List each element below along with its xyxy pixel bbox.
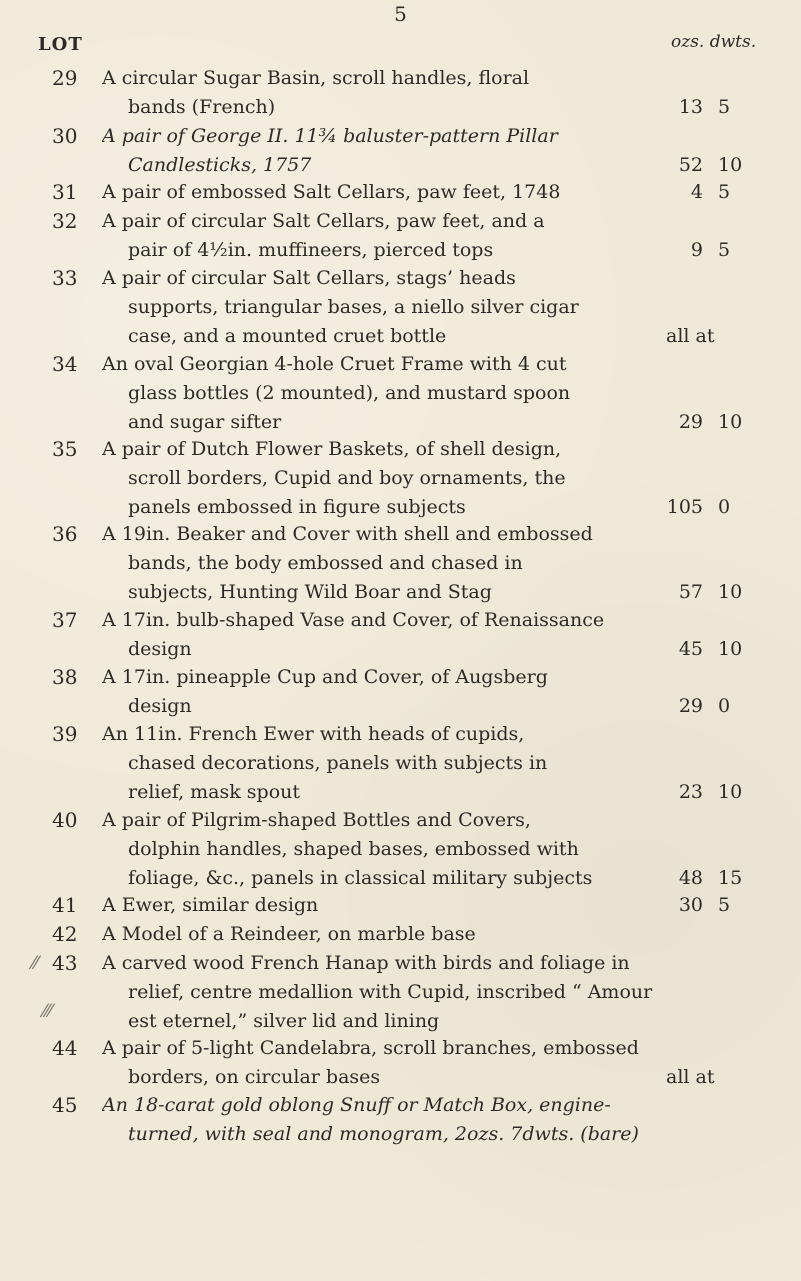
lot-description-line: relief, centre medallion with Cupid, inscribed “ Amour xyxy=(128,981,653,1003)
lot-description xyxy=(102,520,712,607)
lot-description-line: A 19in. Beaker and Cover with shell and embossed xyxy=(102,523,593,545)
lot-description-line: est eternel,” silver lid and lining xyxy=(128,1010,440,1032)
lot-number: 34 xyxy=(52,352,78,376)
lot-description-line: case, and a mounted cruet bottle xyxy=(128,325,447,347)
lot-description xyxy=(102,920,712,949)
lot-number: 41 xyxy=(52,893,78,917)
lot-description-line: panels embossed in figure subjects xyxy=(128,496,466,518)
lot-number: 45 xyxy=(52,1093,78,1117)
lot-description xyxy=(102,207,712,265)
lot-number: 36 xyxy=(52,522,78,546)
lot-description xyxy=(102,949,712,1036)
lot-description xyxy=(102,122,712,180)
lot-price-all-at: all at xyxy=(666,325,715,347)
margin-annotation-mark: ⁄⁄ xyxy=(32,953,39,974)
lot-number: 29 xyxy=(52,66,78,90)
lot-description-line: glass bottles (2 mounted), and mustard spoon xyxy=(128,382,571,404)
lot-weight-pennyweights: 10 xyxy=(718,781,743,803)
lot-description-line: turned, with seal and monogram, 2ozs. 7dwts. (bare) xyxy=(128,1123,639,1145)
lot-description-line: A pair of Pilgrim-shaped Bottles and Covers, xyxy=(102,809,531,831)
lot-price-all-at: all at xyxy=(666,1066,715,1088)
lot-weight-ounces: 52 xyxy=(678,154,703,176)
lot-description-line: An oval Georgian 4-hole Cruet Frame with 4 cut xyxy=(102,353,567,375)
page-number: 5 xyxy=(394,2,407,26)
lot-weight-pennyweights: 10 xyxy=(718,154,743,176)
lot-description xyxy=(102,606,712,664)
lot-weight-ounces: 48 xyxy=(678,867,703,889)
lot-description xyxy=(102,1034,712,1092)
lot-number: 38 xyxy=(52,665,78,689)
lot-description-line: chased decorations, panels with subjects in xyxy=(128,752,548,774)
lot-description-line: pair of 4½in. muffineers, pierced tops xyxy=(128,239,494,261)
lot-description-line: A pair of George II. 11¾ baluster-pattern Pillar xyxy=(102,125,558,147)
lot-number: 43 xyxy=(52,951,78,975)
lot-weight-ounces: 23 xyxy=(678,781,703,803)
lot-description-line: bands, the body embossed and chased in xyxy=(128,552,523,574)
lot-description xyxy=(102,350,712,437)
lot-description-line: design xyxy=(128,638,192,660)
lot-number: 44 xyxy=(52,1036,78,1060)
lot-column-header: LOT xyxy=(38,34,83,55)
lot-description-line: relief, mask spout xyxy=(128,781,301,803)
lot-weight-pennyweights: 0 xyxy=(718,695,731,717)
lot-number: 32 xyxy=(52,209,78,233)
lot-description-line: A Model of a Reindeer, on marble base xyxy=(102,923,476,945)
lot-number: 42 xyxy=(52,922,78,946)
lot-number: 31 xyxy=(52,180,78,204)
lot-weight-pennyweights: 10 xyxy=(718,581,743,603)
lot-description xyxy=(102,64,712,122)
lot-description-line: Candlesticks, 1757 xyxy=(128,154,312,176)
lot-number: 30 xyxy=(52,124,78,148)
lot-description-line: A Ewer, similar design xyxy=(102,894,319,916)
lot-weight-ounces: 105 xyxy=(666,496,703,518)
lot-weight-ounces: 57 xyxy=(678,581,703,603)
weight-column-header: ozs. dwts. xyxy=(671,32,757,52)
lot-weight-ounces: 30 xyxy=(678,894,703,916)
lot-description-line: supports, triangular bases, a niello silver cigar xyxy=(128,296,579,318)
lot-description xyxy=(102,663,712,721)
lot-number: 40 xyxy=(52,808,78,832)
lot-description xyxy=(102,435,712,522)
lot-number: 35 xyxy=(52,437,78,461)
lot-description-line: A pair of Dutch Flower Baskets, of shell design, xyxy=(102,438,562,460)
lot-description-line: and sugar sifter xyxy=(128,411,282,433)
lot-description xyxy=(102,1091,712,1149)
lot-weight-pennyweights: 5 xyxy=(718,239,731,261)
lot-description-line: scroll borders, Cupid and boy ornaments, the xyxy=(128,467,566,489)
lot-description-line: An 11in. French Ewer with heads of cupids, xyxy=(102,723,525,745)
lot-weight-ounces: 29 xyxy=(678,411,703,433)
lot-description-line: A pair of circular Salt Cellars, stags’ heads xyxy=(102,267,516,289)
lot-description-line: A 17in. pineapple Cup and Cover, of Augsberg xyxy=(102,666,548,688)
lot-weight-ounces: 29 xyxy=(678,695,703,717)
lot-weight-pennyweights: 15 xyxy=(718,867,743,889)
lot-description-line: design xyxy=(128,695,192,717)
lot-weight-pennyweights: 10 xyxy=(718,411,743,433)
lot-number: 33 xyxy=(52,266,78,290)
lot-description xyxy=(102,264,712,351)
lot-description-line: A 17in. bulb-shaped Vase and Cover, of Renaissance xyxy=(102,609,605,631)
lot-weight-pennyweights: 0 xyxy=(718,496,731,518)
margin-annotation-mark: ⁄⁄⁄ xyxy=(43,1001,53,1022)
lot-description-line: An 18-carat gold oblong Snuff or Match Box, engine- xyxy=(102,1094,611,1116)
lot-description xyxy=(102,806,712,893)
lot-description-line: A carved wood French Hanap with birds and foliage in xyxy=(102,952,630,974)
lot-description-line: foliage, &c., panels in classical military subjects xyxy=(128,867,593,889)
lot-weight-pennyweights: 10 xyxy=(718,638,743,660)
lot-number: 37 xyxy=(52,608,78,632)
lot-description xyxy=(102,891,712,920)
lot-description-line: subjects, Hunting Wild Boar and Stag xyxy=(128,581,492,603)
lot-number: 39 xyxy=(52,722,78,746)
lot-description-line: A circular Sugar Basin, scroll handles, floral xyxy=(102,67,530,89)
lot-description-line: A pair of circular Salt Cellars, paw feet, and a xyxy=(102,210,545,232)
lot-weight-ounces: 13 xyxy=(678,96,703,118)
lot-description xyxy=(102,720,712,807)
lot-weight-pennyweights: 5 xyxy=(718,96,731,118)
lot-description-line: A pair of 5-light Candelabra, scroll branches, embossed xyxy=(102,1037,639,1059)
lot-description-line: A pair of embossed Salt Cellars, paw feet, 1748 xyxy=(102,181,561,203)
lot-description-line: dolphin handles, shaped bases, embossed with xyxy=(128,838,579,860)
lot-weight-pennyweights: 5 xyxy=(718,894,731,916)
lot-description xyxy=(102,178,712,207)
lot-weight-ounces: 9 xyxy=(690,239,703,261)
lot-weight-pennyweights: 5 xyxy=(718,181,731,203)
lot-weight-ounces: 4 xyxy=(690,181,703,203)
lot-weight-ounces: 45 xyxy=(678,638,703,660)
lot-description-line: bands (French) xyxy=(128,96,276,118)
lot-description-line: borders, on circular bases xyxy=(128,1066,381,1088)
